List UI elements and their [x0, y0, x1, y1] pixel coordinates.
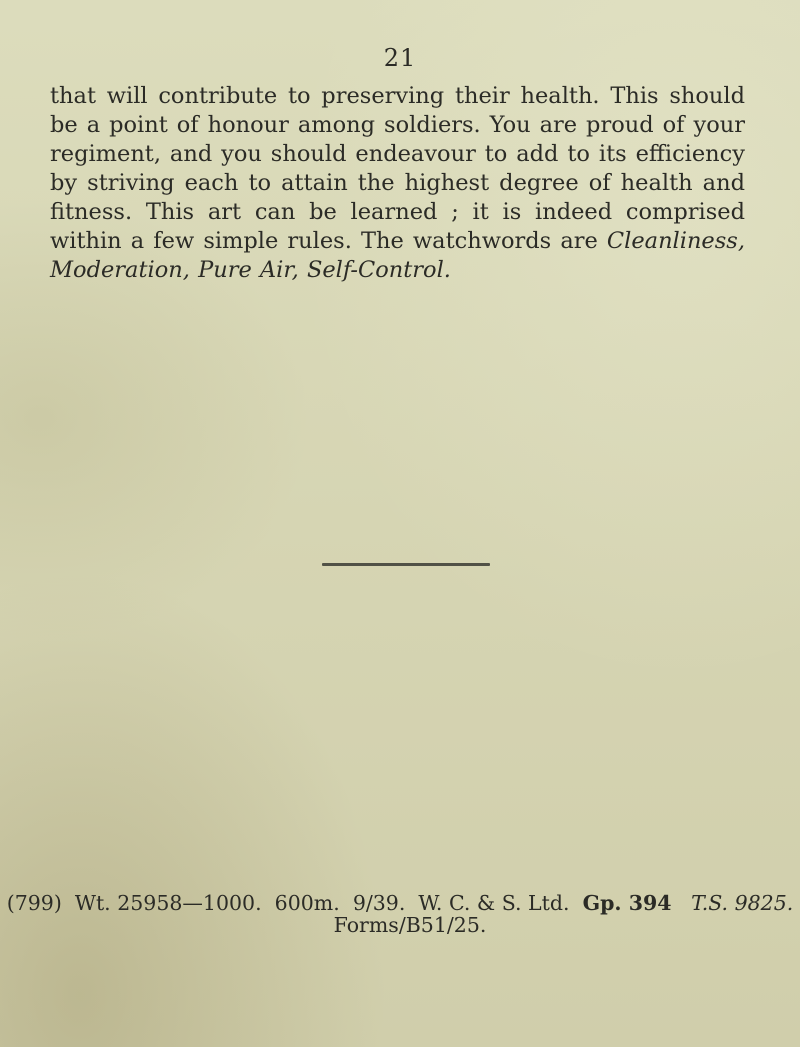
imprint-printer: W. C. & S. Ltd.: [418, 891, 570, 915]
imprint-forms: Forms/B51/25.: [333, 913, 487, 937]
section-divider: [322, 563, 490, 566]
printer-imprint: [0, 892, 800, 936]
imprint-quantity: 600m.: [274, 891, 340, 915]
imprint-date: 9/39.: [352, 891, 406, 915]
watchword-moderation: Moderation,: [50, 257, 190, 283]
watchword-cleanliness: Cleanliness,: [606, 228, 745, 254]
body-paragraph: [50, 82, 745, 285]
watchword-self-control: Self-Control.: [306, 257, 451, 283]
imprint-line-1: [0, 892, 800, 914]
paragraph-text: that will contribute to preserving their health. This should be a point of honour among soldiers. You are proud of your regiment, and you should endeavour to add to its efficiency by striving each to attain the highest degree of health and fitness. This art can be learned ; it is indeed comprised within a few simple rules. The watchwords are: [50, 83, 745, 254]
page-number: 21: [383, 44, 417, 72]
imprint-code: (799): [6, 891, 62, 915]
imprint-ts: T.S. 9825.: [691, 891, 794, 915]
watchword-pure-air: Pure Air,: [198, 257, 299, 283]
imprint-weight: Wt. 25958—1000.: [74, 891, 262, 915]
imprint-group: Gp. 394: [582, 891, 672, 915]
